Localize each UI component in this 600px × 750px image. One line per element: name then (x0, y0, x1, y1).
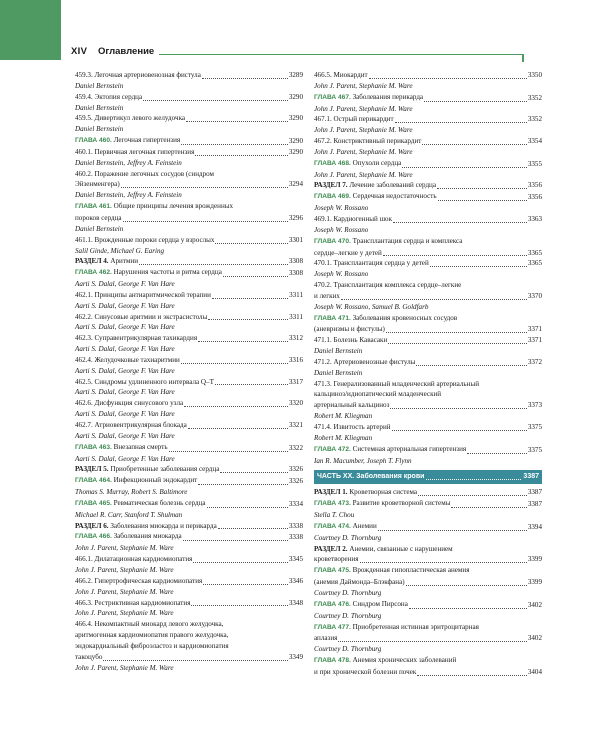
toc-authors: Daniel Bernstein (314, 368, 363, 377)
chapter-label: ГЛАВА 466. (75, 533, 112, 541)
toc-entry[interactable]: 470.1. Трансплантация сердца у детей 3365 (314, 259, 542, 268)
toc-authors: Courtney D. Thornburg (314, 645, 382, 654)
toc-entry[interactable]: Эйзенменгера) 3294 (75, 180, 303, 189)
chapter-label: ГЛАВА 471. (314, 314, 351, 322)
toc-authors: Daniel Bernstein (75, 224, 124, 233)
toc-authors: Daniel Bernstein (314, 347, 363, 356)
header-rule-tab (522, 54, 524, 62)
toc-entry[interactable]: 462.2. Синусовые аритмии и экстрасистолы 3311 (75, 312, 303, 321)
toc-column-left (75, 70, 303, 673)
toc-chapter[interactable]: ГЛАВА 466. Заболевания миокарда 3338 (75, 532, 303, 542)
toc-authors: John J. Parent, Stephanie M. Ware (314, 170, 413, 179)
toc-entry[interactable]: 471.4. Извитость артерий 3375 (314, 423, 542, 431)
page-header (61, 46, 600, 60)
toc-entry[interactable]: 462.5. Синдромы удлиненного интервала Q–T 3317 (75, 377, 303, 386)
toc-chapter[interactable]: (анемия Даймонда–Блэкфана) 3399 (314, 578, 542, 587)
toc-entry[interactable]: 459.5. Дивертикул левого желудочка 3290 (75, 114, 303, 123)
toc-section[interactable]: РАЗДЕЛ 6. Заболевания миокарда и перикарда 3338 (75, 521, 303, 530)
toc-authors: Michael R. Carr, Stanford T. Shulman (75, 510, 183, 519)
toc-entry[interactable]: 471.2. Артериовенозные фистулы 3372 (314, 357, 542, 366)
toc-entry[interactable]: 469.1. Кардиогенный шок 3363 (314, 214, 542, 223)
toc-entry[interactable]: 466.3. Рестриктивная кардиомиопатия 3348 (75, 598, 303, 607)
toc-authors: Aarti S. Dalal, George F. Van Hare (75, 366, 175, 375)
toc-authors: Aarti S. Dalal, George F. Van Hare (75, 301, 175, 310)
toc-entry[interactable]: 459.3. Легочная артериовенозная фистула 3289 (75, 71, 303, 79)
toc-authors: Aarti S. Dalal, George F. Van Hare (75, 410, 175, 419)
section-label: РАЗДЕЛ 2. (314, 544, 348, 553)
chapter-label: ГЛАВА 474. (314, 522, 351, 530)
toc-entry[interactable]: 461.1. Врожденные пороки сердца у взрослых 3301 (75, 235, 303, 244)
toc-authors: Ian R. Macumber, Joseph T. Flynn (314, 456, 412, 465)
toc-column-right (314, 70, 542, 678)
toc-authors: Daniel Bernstein (75, 81, 124, 90)
toc-entry[interactable]: 460.1. Первичная легочная гипертензия 3290 (75, 147, 303, 156)
toc-entry-line2[interactable]: аритмогенная кардиомиопатия правого желудочка, (75, 631, 229, 640)
page-title: Оглавление (98, 46, 155, 57)
toc-authors: John J. Parent, Stephanie M. Ware (75, 663, 174, 672)
toc-section[interactable]: кроветворения 3399 (314, 555, 542, 564)
section-label: РАЗДЕЛ 1. (314, 488, 348, 497)
toc-entry-line1[interactable]: 466.4. Некомпактный миокард левого желудочка, (75, 620, 224, 629)
toc-entry-line1[interactable]: 460.2. Поражение легочных сосудов (синдром (75, 169, 215, 178)
chapter-label: ГЛАВА 464. (75, 477, 112, 485)
chapter-label: ГЛАВА 476. (314, 600, 351, 608)
toc-chapter[interactable]: ГЛАВА 463. Внезапная смерть 3322 (75, 442, 303, 452)
toc-entry[interactable]: 466.5. Миокардит 3350 (314, 71, 542, 79)
toc-entry[interactable]: 462.7. Атриовентрикулярная блокада 3321 (75, 421, 303, 429)
chapter-label: ГЛАВА 473. (314, 500, 351, 508)
chapter-label: ГЛАВА 478. (314, 657, 351, 665)
toc-authors: John J. Parent, Stephanie M. Ware (314, 126, 413, 135)
toc-chapter-line1[interactable]: ГЛАВА 470. Трансплантация сердца и комплекса (314, 236, 463, 245)
toc-chapter-line1[interactable]: ГЛАВА 475. Врожденная гипопластическая анемия (314, 566, 470, 575)
toc-chapter[interactable]: ГЛАВА 462. Нарушения частоты и ритма сердца 3308 (75, 268, 303, 278)
toc-chapter-line1[interactable]: ГЛАВА 478. Анемия хронических заболеваний (314, 656, 457, 665)
toc-chapter[interactable]: ГЛАВА 468. Опухоли сердца 3355 (314, 158, 542, 168)
toc-chapter[interactable]: ГЛАВА 476. Синдром Пирсона 3402 (314, 599, 542, 609)
toc-chapter-line1[interactable]: ГЛАВА 471. Заболевания кровеносных сосудов (314, 313, 458, 322)
toc-authors: Robert M. Kliegman (314, 433, 373, 442)
toc-entry[interactable]: 466.2. Гипертрофическая кардиомиопатия 3346 (75, 576, 303, 585)
chapter-label: ГЛАВА 465. (75, 499, 112, 507)
toc-authors: Courtney D. Thornburg (314, 611, 382, 620)
toc-authors: Aarti S. Dalal, George F. Van Hare (75, 345, 175, 354)
chapter-label: ГЛАВА 470. (314, 237, 351, 245)
toc-authors: Joseph W. Rossano (314, 225, 369, 234)
chapter-label: ГЛАВА 467. (314, 93, 351, 101)
toc-authors: Thomas S. Murray, Robert S. Baltimore (75, 488, 188, 497)
page-number: XIV (71, 46, 88, 57)
chapter-label: ГЛАВА 475. (314, 567, 351, 575)
toc-chapter[interactable]: сердце–легкие у детей 3365 (314, 248, 542, 257)
toc-chapter[interactable]: ГЛАВА 464. Инфекционный эндокардит 3326 (75, 476, 303, 486)
toc-entry-line1[interactable]: 470.2. Трансплантация комплекса сердце–легкие (314, 281, 462, 290)
toc-authors: Aarti S. Dalal, George F. Van Hare (75, 454, 175, 463)
section-label: РАЗДЕЛ 6. (75, 521, 109, 530)
toc-authors: John J. Parent, Stephanie M. Ware (75, 565, 174, 574)
toc-chapter-line1[interactable]: ГЛАВА 477. Приобретенная истинная эритроцитарная (314, 622, 479, 631)
toc-chapter[interactable]: ГЛАВА 473. Развитие кроветворной системы 3387 (314, 499, 542, 509)
toc-authors: Salil Ginde, Michael G. Earing (75, 246, 165, 255)
toc-authors: John J. Parent, Stephanie M. Ware (314, 147, 413, 156)
toc-authors: Stella T. Chou (314, 511, 355, 520)
header-rule (159, 54, 524, 55)
chapter-label: ГЛАВА 462. (75, 269, 112, 277)
toc-chapter[interactable]: аплазия 3402 (314, 634, 542, 643)
toc-authors: Joseph W. Rossano (314, 204, 369, 213)
toc-authors: John J. Parent, Stephanie M. Ware (75, 609, 174, 618)
section-label: РАЗДЕЛ 4. (75, 257, 109, 266)
toc-entry[interactable]: 467.1. Острый перикардит 3352 (314, 115, 542, 124)
toc-entry[interactable]: 466.1. Дилатационная кардиомиопатия 3345 (75, 555, 303, 564)
toc-authors: Aarti S. Dalal, George F. Van Hare (75, 431, 175, 440)
toc-section[interactable]: РАЗДЕЛ 5. Приобретенные заболевания сердца 3326 (75, 465, 303, 474)
toc-authors: Daniel Bernstein (75, 125, 124, 134)
toc-section[interactable]: РАЗДЕЛ 1. Кроветворная система 3387 (314, 488, 542, 497)
toc-authors: John J. Parent, Stephanie M. Ware (314, 104, 413, 113)
toc-entry[interactable]: такоцубо 3349 (75, 652, 303, 661)
toc-authors: Joseph W. Rossano (314, 270, 369, 279)
toc-chapter[interactable]: ГЛАВА 465. Ревматическая болезнь сердца 3334 (75, 498, 303, 508)
toc-entry[interactable]: артериальный кальциноз 3373 (314, 401, 542, 410)
toc-authors: Daniel Bernstein (75, 103, 124, 112)
chapter-label: ГЛАВА 477. (314, 623, 351, 631)
toc-chapter[interactable]: ГЛАВА 474. Анемии 3394 (314, 521, 542, 531)
toc-authors: Aarti S. Dalal, George F. Van Hare (75, 388, 175, 397)
toc-authors: Aarti S. Dalal, George F. Van Hare (75, 323, 175, 332)
toc-entry[interactable]: 462.6. Дисфункция синусового узла 3320 (75, 399, 303, 408)
section-label: РАЗДЕЛ 5. (75, 465, 109, 474)
chapter-label: ГЛАВА 469. (314, 193, 351, 201)
toc-chapter[interactable]: ГЛАВА 467. Заболевания перикарда 3352 (314, 92, 542, 102)
toc-entry[interactable]: 467.2. Констриктивный перикардит 3354 (314, 137, 542, 146)
toc-chapter[interactable]: ГЛАВА 472. Системная артериальная гипертензия 3375 (314, 444, 542, 454)
toc-authors: John J. Parent, Stephanie M. Ware (314, 81, 413, 90)
chapter-label: ГЛАВА 472. (314, 445, 351, 453)
chapter-label: ГЛАВА 460. (75, 137, 112, 145)
section-label: РАЗДЕЛ 7. (314, 181, 348, 190)
toc-chapter[interactable]: пороков сердца 3296 (75, 213, 303, 222)
toc-authors: John J. Parent, Stephanie M. Ware (75, 587, 174, 596)
toc-chapter-line1[interactable]: ГЛАВА 461. Общие принципы лечения врожденных (75, 202, 234, 211)
toc-chapter[interactable]: ГЛАВА 469. Сердечная недостаточность 3356 (314, 192, 542, 202)
toc-entry-line2[interactable]: кальциноз/идиопатический младенческий (314, 390, 442, 399)
toc-chapter[interactable]: (аневризмы и фистулы) 3371 (314, 325, 542, 334)
toc-entry[interactable]: 462.3. Суправентрикулярная тахикардия 3312 (75, 334, 303, 343)
side-color-band (0, 0, 61, 60)
toc-section[interactable]: РАЗДЕЛ 7. Лечение заболеваний сердца 3356 (314, 181, 542, 190)
toc-entry-line3[interactable]: эндокардиальный фиброэластоз и кардиомиопатия (75, 641, 229, 650)
toc-entry[interactable]: и легких 3370 (314, 291, 542, 300)
toc-authors: Courtney D. Thornburg (314, 533, 382, 542)
toc-entry[interactable]: 459.4. Эктопия сердца 3290 (75, 92, 303, 101)
toc-section[interactable]: РАЗДЕЛ 4. Аритмии 3308 (75, 257, 303, 266)
toc-entry-line1[interactable]: 471.3. Генерализованный младенческий артериальный (314, 379, 480, 388)
toc-authors: John J. Parent, Stephanie M. Ware (75, 544, 174, 553)
toc-authors: Daniel Bernstein, Jeffrey A. Feinstein (75, 191, 182, 200)
toc-entry[interactable]: 471.1. Болезнь Кавасаки 3371 (314, 336, 542, 345)
chapter-label: ГЛАВА 468. (314, 159, 351, 167)
chapter-label: ГЛАВА 463. (75, 443, 112, 451)
toc-entry[interactable]: 462.1. Принципы антиаритмической терапии 3311 (75, 290, 303, 299)
toc-authors: Robert M. Kliegman (314, 412, 373, 421)
toc-part-heading[interactable]: ЧАСТЬ XX. Заболевания крови 3387 (314, 470, 542, 484)
chapter-label: ГЛАВА 461. (75, 203, 112, 211)
toc-chapter[interactable]: ГЛАВА 460. Легочная гипертензия 3290 (75, 136, 303, 146)
toc-entry[interactable]: 462.4. Желудочковые тахиаритмии 3316 (75, 355, 303, 364)
toc-authors: Courtney D. Thornburg (314, 588, 382, 597)
toc-chapter[interactable]: и при хронической болезни почек 3404 (314, 667, 542, 676)
toc-authors: Joseph W. Rossano, Samuel B. Goldfarb (314, 302, 429, 311)
toc-section-line1[interactable]: РАЗДЕЛ 2. Анемии, связанные с нарушением (314, 544, 453, 553)
toc-authors: Daniel Bernstein, Jeffrey A. Feinstein (75, 158, 182, 167)
toc-authors: Aarti S. Dalal, George F. Van Hare (75, 280, 175, 289)
